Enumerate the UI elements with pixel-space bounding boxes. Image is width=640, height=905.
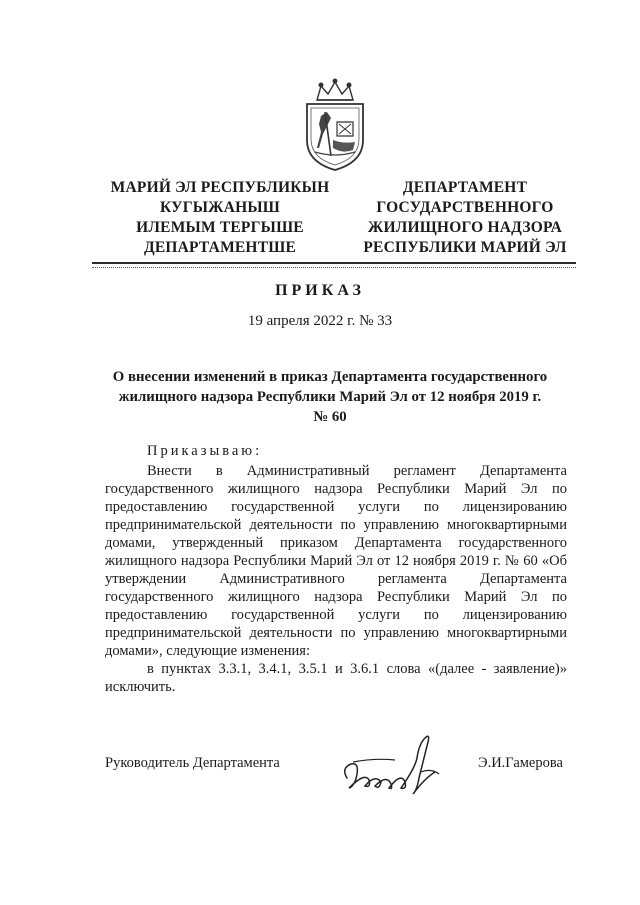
- header-left-marij: [100, 178, 340, 258]
- order-word: Приказываю:: [147, 443, 263, 459]
- header-right-russian: [356, 178, 574, 258]
- header-left-line: ИЛЕМЫМ ТЕРГЫШЕ: [136, 219, 304, 236]
- header-left-line: МАРИЙ ЭЛ РЕСПУБЛИКЫН: [110, 179, 330, 196]
- header-right-line: РЕСПУБЛИКИ МАРИЙ ЭЛ: [363, 239, 567, 256]
- document-type-title: ПРИКАЗ: [275, 282, 365, 299]
- header-left-line: КУГЫЖАНЫШ: [159, 199, 280, 216]
- document-date-number: 19 апреля 2022 г. № 33: [247, 313, 393, 329]
- coat-of-arms-emblem: [297, 78, 373, 174]
- document-body: [105, 462, 567, 696]
- signatory-role: Руководитель Департамента: [105, 755, 280, 771]
- body-paragraph: Внести в Административный регламент Департамента государственного жилищного надзора Республики Марий Эл по предоставлению государственной услуги по лицензированию предпринимательской деятельности по управлению многоквартирными домами, утвержденный приказом Департамента государственного жилищного надзора Республики Марий Эл от 12 ноября 2019 г. № 60 «Об утверждении Административного регламента Департамента государственного жилищного надзора Республики Марий Эл по предоставлению государственной услуги по лицензированию предпринимательской деятельности по управлению многоквартирными домами», следующие изменения:: [105, 463, 567, 659]
- body-paragraph: в пунктах 3.3.1, 3.4.1, 3.5.1 и 3.6.1 слова «(далее - заявление)» исключить.: [105, 661, 567, 695]
- signatory-name: Э.И.Гамерова: [478, 755, 563, 771]
- header-right-line: ЖИЛИЩНОГО НАДЗОРА: [367, 219, 563, 236]
- header-right-line: ГОСУДАРСТВЕННОГО: [376, 199, 554, 216]
- header-right-line: ДЕПАРТАМЕНТ: [402, 179, 528, 196]
- header-divider-dotted: [92, 267, 576, 268]
- handwritten-signature: [335, 728, 455, 798]
- document-subject: О внесении изменений в приказ Департамента государственного жилищного надзора Республики Марий Эл от 12 ноября 2019 г. № 60: [112, 369, 548, 425]
- header-divider-thick: [92, 262, 576, 264]
- header-left-line: ДЕПАРТАМЕНТШЕ: [144, 239, 296, 256]
